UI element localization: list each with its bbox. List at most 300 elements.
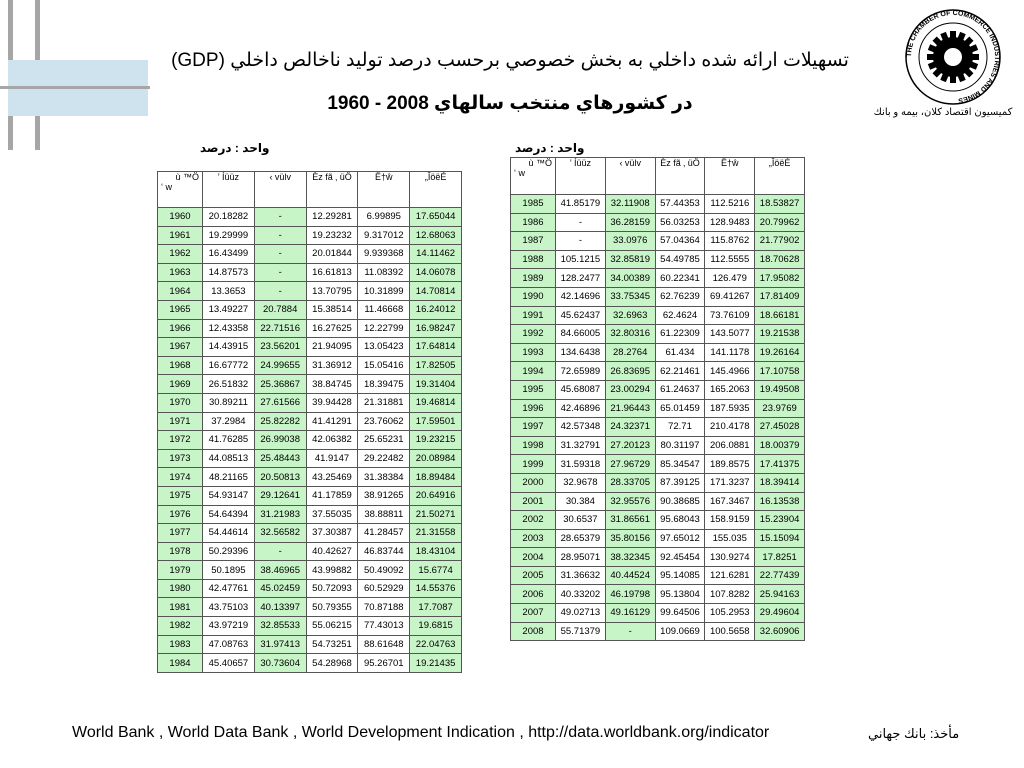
year-cell: 1994 [511, 362, 556, 381]
table-row [158, 412, 462, 431]
left-table-body [158, 208, 462, 673]
value-cell: 12.68063 [410, 226, 462, 245]
value-cell: 50.1895 [203, 561, 255, 580]
left-table-unit-label: واحد : درصد [200, 141, 270, 155]
table-row [511, 585, 805, 604]
value-cell: 49.16129 [605, 604, 655, 623]
value-cell: 54.44614 [203, 524, 255, 543]
value-cell: 31.21983 [254, 505, 306, 524]
value-cell: 87.39125 [655, 473, 705, 492]
value-cell: 134.6438 [556, 343, 606, 362]
value-cell: 12.43358 [203, 319, 255, 338]
value-cell: - [254, 226, 306, 245]
value-cell: 27.20123 [605, 436, 655, 455]
value-cell: 17.81409 [755, 287, 805, 306]
right-data-table [510, 157, 805, 641]
left-data-table [157, 171, 462, 673]
value-cell: 41.76285 [203, 431, 255, 450]
value-cell: 165.2063 [705, 380, 755, 399]
value-cell: 105.1215 [556, 250, 606, 269]
value-cell: 65.01459 [655, 399, 705, 418]
value-cell: 55.06215 [306, 617, 358, 636]
year-cell: 1997 [511, 418, 556, 437]
value-cell: 33.75345 [605, 287, 655, 306]
table-row [511, 306, 805, 325]
table-row [511, 511, 805, 530]
table-row [158, 505, 462, 524]
value-cell: 30.89211 [203, 393, 255, 412]
year-cell: 1987 [511, 232, 556, 251]
value-cell: 41.9147 [306, 449, 358, 468]
year-cell: 1977 [158, 524, 203, 543]
table-row [158, 208, 462, 227]
value-cell: 15.6774 [410, 561, 462, 580]
value-cell: 9.317012 [358, 226, 410, 245]
value-cell: 95.14085 [655, 566, 705, 585]
value-cell: 13.05423 [358, 338, 410, 357]
value-cell: 30.384 [556, 492, 606, 511]
table-row [158, 561, 462, 580]
value-cell: 77.43013 [358, 617, 410, 636]
value-cell: 143.5077 [705, 325, 755, 344]
value-cell: 109.0669 [655, 622, 705, 641]
value-cell: 32.85819 [605, 250, 655, 269]
value-cell: 55.71379 [556, 622, 606, 641]
value-cell: 12.22799 [358, 319, 410, 338]
year-cell: 1975 [158, 486, 203, 505]
right-table-col-header: Èz fã ‚ üÖ [655, 158, 705, 195]
value-cell: 13.49227 [203, 300, 255, 319]
value-cell: 11.46668 [358, 300, 410, 319]
value-cell: 28.33705 [605, 473, 655, 492]
value-cell: 61.24637 [655, 380, 705, 399]
value-cell: 22.77439 [755, 566, 805, 585]
table-row [158, 542, 462, 561]
value-cell: 62.21461 [655, 362, 705, 381]
value-cell: 17.10758 [755, 362, 805, 381]
value-cell: 25.82282 [254, 412, 306, 431]
value-cell: 62.4624 [655, 306, 705, 325]
value-cell: 21.31881 [358, 393, 410, 412]
value-cell: 20.18282 [203, 208, 255, 227]
value-cell: 60.22341 [655, 269, 705, 288]
value-cell: 20.50813 [254, 468, 306, 487]
table-row [511, 548, 805, 567]
value-cell: 206.0881 [705, 436, 755, 455]
value-cell: 17.7087 [410, 598, 462, 617]
value-cell: 28.2764 [605, 343, 655, 362]
table-row [158, 524, 462, 543]
value-cell: 50.79355 [306, 598, 358, 617]
year-cell: 2002 [511, 511, 556, 530]
value-cell: 35.80156 [605, 529, 655, 548]
value-cell: 21.77902 [755, 232, 805, 251]
value-cell: 60.52929 [358, 579, 410, 598]
table-row [511, 195, 805, 214]
value-cell: 54.64394 [203, 505, 255, 524]
year-cell: 1986 [511, 213, 556, 232]
table-row [511, 380, 805, 399]
left-table-col-header: Ë†ŵ [358, 172, 410, 208]
right-table-col-header: ’ Íüüz [556, 158, 606, 195]
table-row [158, 486, 462, 505]
value-cell: 18.89484 [410, 468, 462, 487]
value-cell: 85.34547 [655, 455, 705, 474]
value-cell: 97.65012 [655, 529, 705, 548]
value-cell: 20.01844 [306, 245, 358, 264]
value-cell: 95.68043 [655, 511, 705, 530]
value-cell: 32.95576 [605, 492, 655, 511]
value-cell: 32.6963 [605, 306, 655, 325]
value-cell: 14.70814 [410, 282, 462, 301]
value-cell: 189.8575 [705, 455, 755, 474]
year-cell: 2007 [511, 604, 556, 623]
value-cell: 32.85533 [254, 617, 306, 636]
year-cell: 1966 [158, 319, 203, 338]
value-cell: 40.42627 [306, 542, 358, 561]
value-cell: 14.55376 [410, 579, 462, 598]
value-cell: 41.41291 [306, 412, 358, 431]
year-cell: 1965 [158, 300, 203, 319]
value-cell: 16.61813 [306, 263, 358, 282]
value-cell: 112.5216 [705, 195, 755, 214]
year-cell: 1970 [158, 393, 203, 412]
value-cell: 43.97219 [203, 617, 255, 636]
value-cell: 46.83744 [358, 542, 410, 561]
value-cell: 36.28159 [605, 213, 655, 232]
value-cell: 41.17859 [306, 486, 358, 505]
table-row [158, 393, 462, 412]
table-row [158, 300, 462, 319]
value-cell: 121.6281 [705, 566, 755, 585]
left-table-col-header: „ÎöëÉ [410, 172, 462, 208]
value-cell: 30.73604 [254, 654, 306, 673]
value-cell: 16.27625 [306, 319, 358, 338]
value-cell: 16.43499 [203, 245, 255, 264]
decor-horizontal-line [0, 86, 150, 89]
value-cell: 29.12641 [254, 486, 306, 505]
value-cell: 23.56201 [254, 338, 306, 357]
value-cell: 16.24012 [410, 300, 462, 319]
value-cell: 171.3237 [705, 473, 755, 492]
value-cell: 31.86561 [605, 511, 655, 530]
right-table-body [511, 195, 805, 641]
year-cell: 1974 [158, 468, 203, 487]
value-cell: 128.9483 [705, 213, 755, 232]
value-cell: 41.85179 [556, 195, 606, 214]
right-table-corner-header: ù ™Ö ‘ w [511, 158, 556, 195]
year-cell: 1963 [158, 263, 203, 282]
value-cell: 12.29281 [306, 208, 358, 227]
year-cell: 1971 [158, 412, 203, 431]
year-cell: 2001 [511, 492, 556, 511]
table-row [511, 269, 805, 288]
year-cell: 1967 [158, 338, 203, 357]
value-cell: 38.91265 [358, 486, 410, 505]
year-cell: 2004 [511, 548, 556, 567]
value-cell: - [556, 232, 606, 251]
year-cell: 1980 [158, 579, 203, 598]
year-cell: 1984 [158, 654, 203, 673]
table-row [511, 250, 805, 269]
footer-source-text: World Bank , World Data Bank , World Development Indication , http://data.worldbank.org/indicator [72, 724, 770, 741]
year-cell: 1972 [158, 431, 203, 450]
right-table-col-header: ‹ vülv [605, 158, 655, 195]
value-cell: 15.38514 [306, 300, 358, 319]
value-cell: 42.57348 [556, 418, 606, 437]
table-row [158, 579, 462, 598]
value-cell: 29.49604 [755, 604, 805, 623]
value-cell: 15.15094 [755, 529, 805, 548]
value-cell: 28.65379 [556, 529, 606, 548]
value-cell: 54.93147 [203, 486, 255, 505]
value-cell: 54.73251 [306, 635, 358, 654]
value-cell: 18.00379 [755, 436, 805, 455]
value-cell: 62.76239 [655, 287, 705, 306]
value-cell: 49.02713 [556, 604, 606, 623]
value-cell: 9.939368 [358, 245, 410, 264]
value-cell: 37.2984 [203, 412, 255, 431]
value-cell: 32.80316 [605, 325, 655, 344]
value-cell: 95.26701 [358, 654, 410, 673]
value-cell: - [254, 282, 306, 301]
table-row [511, 604, 805, 623]
year-cell: 1998 [511, 436, 556, 455]
value-cell: 22.04763 [410, 635, 462, 654]
value-cell: 6.99895 [358, 208, 410, 227]
year-cell: 1969 [158, 375, 203, 394]
value-cell: 21.94095 [306, 338, 358, 357]
value-cell: 56.03253 [655, 213, 705, 232]
value-cell: 31.32791 [556, 436, 606, 455]
value-cell: 31.97413 [254, 635, 306, 654]
year-cell: 1976 [158, 505, 203, 524]
value-cell: 45.62437 [556, 306, 606, 325]
year-cell: 1979 [158, 561, 203, 580]
left-table-col-header: ’ Íüüz [203, 172, 255, 208]
year-cell: 2005 [511, 566, 556, 585]
value-cell: 80.31197 [655, 436, 705, 455]
right-table-unit-label: واحد : درصد [515, 141, 585, 155]
value-cell: 38.46965 [254, 561, 306, 580]
value-cell: 61.22309 [655, 325, 705, 344]
value-cell: 100.5658 [705, 622, 755, 641]
table-row [158, 356, 462, 375]
value-cell: 15.23904 [755, 511, 805, 530]
value-cell: 61.434 [655, 343, 705, 362]
value-cell: 30.6537 [556, 511, 606, 530]
value-cell: 37.55035 [306, 505, 358, 524]
table-row [511, 492, 805, 511]
value-cell: 17.41375 [755, 455, 805, 474]
value-cell: 50.29396 [203, 542, 255, 561]
value-cell: 46.19798 [605, 585, 655, 604]
value-cell: 19.6815 [410, 617, 462, 636]
table-row [511, 566, 805, 585]
right-table-col-header: Ë†ŵ [705, 158, 755, 195]
value-cell: 17.82505 [410, 356, 462, 375]
value-cell: 187.5935 [705, 399, 755, 418]
table-row [158, 654, 462, 673]
value-cell: 54.28968 [306, 654, 358, 673]
value-cell: 32.60906 [755, 622, 805, 641]
value-cell: 23.9769 [755, 399, 805, 418]
value-cell: 19.26164 [755, 343, 805, 362]
value-cell: 73.76109 [705, 306, 755, 325]
table-row [158, 226, 462, 245]
value-cell: 20.64916 [410, 486, 462, 505]
value-cell: 25.48443 [254, 449, 306, 468]
table-row [158, 263, 462, 282]
year-cell: 2000 [511, 473, 556, 492]
table-row [158, 431, 462, 450]
value-cell: 17.64814 [410, 338, 462, 357]
value-cell: 95.13804 [655, 585, 705, 604]
value-cell: 31.36912 [306, 356, 358, 375]
value-cell: 155.035 [705, 529, 755, 548]
value-cell: 13.70795 [306, 282, 358, 301]
table-row [158, 245, 462, 264]
value-cell: 92.45454 [655, 548, 705, 567]
value-cell: 24.32371 [605, 418, 655, 437]
value-cell: 19.31404 [410, 375, 462, 394]
value-cell: 14.87573 [203, 263, 255, 282]
footer-source-label: مأخذ: بانك جهاني [868, 726, 960, 741]
value-cell: 90.38685 [655, 492, 705, 511]
value-cell: 42.06382 [306, 431, 358, 450]
value-cell: 112.5555 [705, 250, 755, 269]
value-cell: 31.36632 [556, 566, 606, 585]
table-row [511, 436, 805, 455]
value-cell: 26.83695 [605, 362, 655, 381]
value-cell: 29.22482 [358, 449, 410, 468]
value-cell: 72.65989 [556, 362, 606, 381]
value-cell: - [254, 263, 306, 282]
table-row [158, 319, 462, 338]
value-cell: 40.44524 [605, 566, 655, 585]
value-cell: 25.65231 [358, 431, 410, 450]
table-row [511, 473, 805, 492]
value-cell: 45.68087 [556, 380, 606, 399]
value-cell: 50.49092 [358, 561, 410, 580]
value-cell: 16.13538 [755, 492, 805, 511]
value-cell: 25.94163 [755, 585, 805, 604]
table-row [511, 362, 805, 381]
value-cell: 22.71516 [254, 319, 306, 338]
value-cell: - [254, 542, 306, 561]
value-cell: 17.95082 [755, 269, 805, 288]
value-cell: 13.3653 [203, 282, 255, 301]
value-cell: 45.02459 [254, 579, 306, 598]
year-cell: 1991 [511, 306, 556, 325]
value-cell: 25.36867 [254, 375, 306, 394]
value-cell: 141.1178 [705, 343, 755, 362]
value-cell: 50.72093 [306, 579, 358, 598]
value-cell: 19.23232 [306, 226, 358, 245]
year-cell: 1985 [511, 195, 556, 214]
year-cell: 1960 [158, 208, 203, 227]
value-cell: 20.7884 [254, 300, 306, 319]
year-cell: 1983 [158, 635, 203, 654]
value-cell: 18.66181 [755, 306, 805, 325]
value-cell: 21.96443 [605, 399, 655, 418]
value-cell: 14.06078 [410, 263, 462, 282]
value-cell: 45.40657 [203, 654, 255, 673]
year-cell: 1962 [158, 245, 203, 264]
value-cell: 47.08763 [203, 635, 255, 654]
chamber-logo [898, 8, 1008, 106]
table-row [158, 468, 462, 487]
year-cell: 1992 [511, 325, 556, 344]
value-cell: 15.05416 [358, 356, 410, 375]
value-cell: 72.71 [655, 418, 705, 437]
value-cell: 105.2953 [705, 604, 755, 623]
value-cell: 88.61648 [358, 635, 410, 654]
value-cell: 32.11908 [605, 195, 655, 214]
year-cell: 1968 [158, 356, 203, 375]
value-cell: 18.39475 [358, 375, 410, 394]
value-cell: 48.21165 [203, 468, 255, 487]
value-cell: 84.66005 [556, 325, 606, 344]
value-cell: 43.99882 [306, 561, 358, 580]
value-cell: 43.75103 [203, 598, 255, 617]
value-cell: 14.43915 [203, 338, 255, 357]
year-cell: 2006 [511, 585, 556, 604]
value-cell: 38.88811 [358, 505, 410, 524]
value-cell: 14.11462 [410, 245, 462, 264]
table-row [158, 449, 462, 468]
value-cell: 21.50271 [410, 505, 462, 524]
table-row [158, 338, 462, 357]
value-cell: 38.32345 [605, 548, 655, 567]
value-cell: 20.08984 [410, 449, 462, 468]
value-cell: 18.53827 [755, 195, 805, 214]
value-cell: 39.94428 [306, 393, 358, 412]
table-row [511, 529, 805, 548]
left-table-col-header: ‹ vülv [254, 172, 306, 208]
table-row [511, 455, 805, 474]
table-row [511, 343, 805, 362]
value-cell: 16.67772 [203, 356, 255, 375]
value-cell: 21.31558 [410, 524, 462, 543]
year-cell: 1989 [511, 269, 556, 288]
value-cell: 32.9678 [556, 473, 606, 492]
logo-caption: كميسيون اقتصاد كلان، بيمه و بانك [873, 107, 1013, 118]
year-cell: 1990 [511, 287, 556, 306]
value-cell: - [556, 213, 606, 232]
table-row [158, 617, 462, 636]
left-table-corner-header: ù ™Ö ‘ w [158, 172, 203, 208]
value-cell: 19.23215 [410, 431, 462, 450]
year-cell: 1993 [511, 343, 556, 362]
value-cell: - [254, 208, 306, 227]
value-cell: 42.46896 [556, 399, 606, 418]
value-cell: 40.13397 [254, 598, 306, 617]
page-title: تسهيلات ارائه شده داخلي به بخش خصوصي برحسب درصد توليد ناخالص داخلي (GDP) [171, 50, 849, 71]
value-cell: 41.28457 [358, 524, 410, 543]
value-cell: 27.45028 [755, 418, 805, 437]
table-row [158, 635, 462, 654]
value-cell: 40.33202 [556, 585, 606, 604]
value-cell: 167.3467 [705, 492, 755, 511]
value-cell: 28.95071 [556, 548, 606, 567]
value-cell: 145.4966 [705, 362, 755, 381]
table-row [511, 622, 805, 641]
value-cell: 210.4178 [705, 418, 755, 437]
value-cell: 23.00294 [605, 380, 655, 399]
table-row [511, 325, 805, 344]
value-cell: 38.84745 [306, 375, 358, 394]
